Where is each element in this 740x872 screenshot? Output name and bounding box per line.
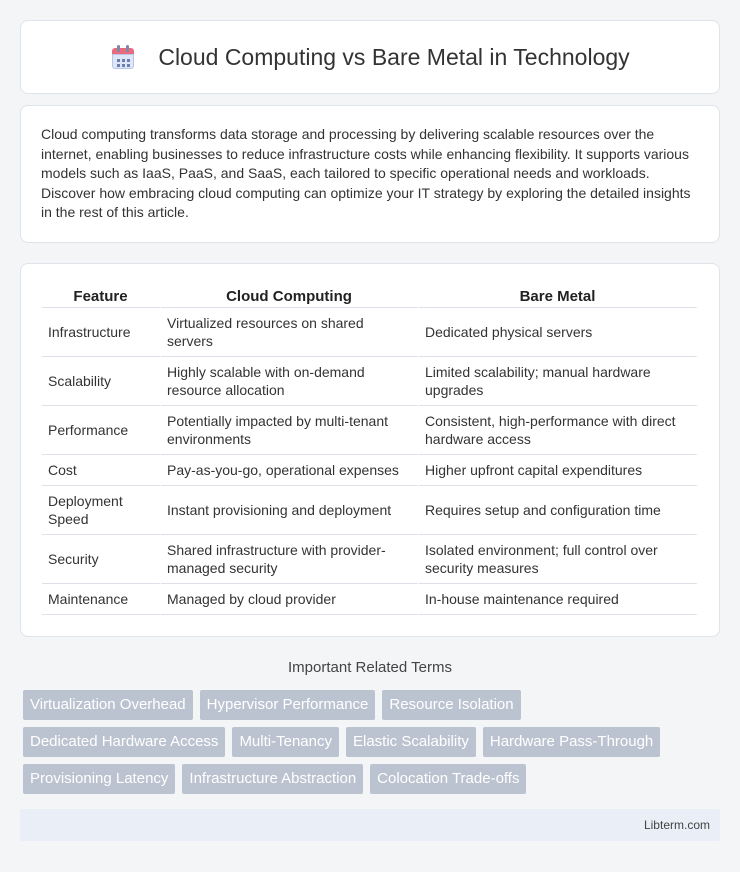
tag-provisioning-latency[interactable]: Provisioning Latency bbox=[23, 764, 175, 794]
header-bare-metal: Bare Metal bbox=[419, 286, 698, 308]
calendar-icon bbox=[110, 44, 136, 70]
cloud-cell: Potentially impacted by multi-tenant environments bbox=[161, 406, 419, 455]
bare-metal-cell: Higher upfront capital expenditures bbox=[419, 455, 698, 486]
header-feature: Feature bbox=[42, 286, 161, 308]
header-card bbox=[20, 20, 720, 94]
related-terms-title: Important Related Terms bbox=[288, 659, 452, 676]
cloud-cell: Highly scalable with on-demand resource allocation bbox=[161, 357, 419, 406]
table-row bbox=[42, 406, 698, 455]
feature-cell: Scalability bbox=[42, 357, 161, 406]
bare-metal-cell: Limited scalability; manual hardware upgrades bbox=[419, 357, 698, 406]
footer-site-link[interactable]: Libterm.com bbox=[643, 818, 710, 832]
tag-multi-tenancy[interactable]: Multi-Tenancy bbox=[232, 727, 339, 757]
page-title: Cloud Computing vs Bare Metal in Technology bbox=[158, 43, 630, 70]
feature-cell: Cost bbox=[42, 455, 161, 486]
tag-virtualization-overhead[interactable]: Virtualization Overhead bbox=[23, 690, 193, 720]
bare-metal-cell: Requires setup and configuration time bbox=[419, 486, 698, 535]
table-row bbox=[42, 535, 698, 584]
cloud-cell: Instant provisioning and deployment bbox=[161, 486, 419, 535]
table-row bbox=[42, 308, 698, 357]
feature-cell: Maintenance bbox=[42, 584, 161, 615]
bare-metal-cell: Isolated environment; full control over security measures bbox=[419, 535, 698, 584]
table-header-row bbox=[42, 286, 698, 308]
table-row bbox=[42, 455, 698, 486]
related-terms-tags bbox=[23, 690, 723, 801]
tag-dedicated-hardware-access[interactable]: Dedicated Hardware Access bbox=[23, 727, 225, 757]
tag-elastic-scalability[interactable]: Elastic Scalability bbox=[346, 727, 476, 757]
cloud-cell: Managed by cloud provider bbox=[161, 584, 419, 615]
cloud-cell: Pay-as-you-go, operational expenses bbox=[161, 455, 419, 486]
footer bbox=[20, 809, 720, 841]
feature-cell: Security bbox=[42, 535, 161, 584]
cloud-cell: Virtualized resources on shared servers bbox=[161, 308, 419, 357]
bare-metal-cell: In-house maintenance required bbox=[419, 584, 698, 615]
header-cloud-computing: Cloud Computing bbox=[161, 286, 419, 308]
tag-hypervisor-performance[interactable]: Hypervisor Performance bbox=[200, 690, 376, 720]
feature-cell: Deployment Speed bbox=[42, 486, 161, 535]
tag-colocation-trade-offs[interactable]: Colocation Trade-offs bbox=[370, 764, 526, 794]
tag-hardware-pass-through[interactable]: Hardware Pass-Through bbox=[483, 727, 660, 757]
table-row bbox=[42, 357, 698, 406]
comparison-table-card bbox=[20, 263, 720, 637]
cloud-cell: Shared infrastructure with provider-managed security bbox=[161, 535, 419, 584]
feature-cell: Performance bbox=[42, 406, 161, 455]
intro-card bbox=[20, 105, 720, 243]
intro-text: Cloud computing transforms data storage and processing by delivering scalable resources over the internet, enabling businesses to reduce infrastructure costs while enhancing flexibility. It supports various models such as IaaS, PaaS, and SaaS, each tailored to specific operational needs and workloads. Discover how embracing cloud computing can optimize your IT strategy by exploring the detailed insights in the rest of this article. bbox=[41, 126, 691, 220]
feature-cell: Infrastructure bbox=[42, 308, 161, 357]
table-row bbox=[42, 486, 698, 535]
bare-metal-cell: Consistent, high-performance with direct hardware access bbox=[419, 406, 698, 455]
tag-resource-isolation[interactable]: Resource Isolation bbox=[382, 690, 520, 720]
bare-metal-cell: Dedicated physical servers bbox=[419, 308, 698, 357]
comparison-table bbox=[42, 286, 698, 615]
title-wrap bbox=[110, 44, 629, 71]
tag-infrastructure-abstraction[interactable]: Infrastructure Abstraction bbox=[182, 764, 363, 794]
table-row bbox=[42, 584, 698, 615]
